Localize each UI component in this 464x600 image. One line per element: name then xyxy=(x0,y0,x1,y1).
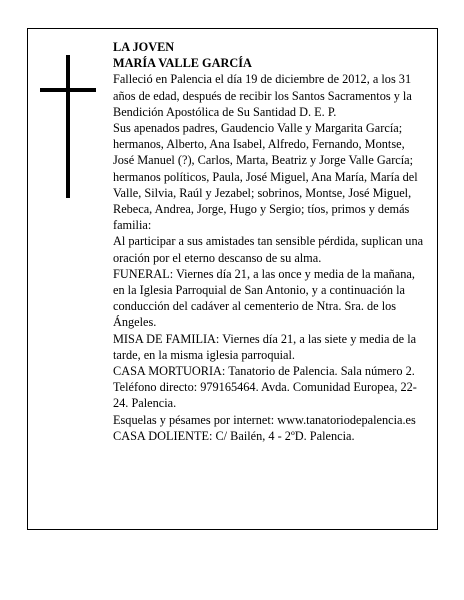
paragraph-mortuary: CASA MORTUORIA: Tanatorio de Palencia. Sala número 2. Teléfono directo: 979165464. Avda. Comunidad Europea, 22-24. Palencia. xyxy=(113,364,417,411)
paragraph-mass: MISA DE FAMILIA: Viernes día 21, a las siete y media de la tarde, en la misma iglesia parroquial. xyxy=(113,331,417,362)
cross-icon xyxy=(66,55,70,198)
paragraph-death: Falleció en Palencia el día 19 de diciembre de 2012, a los 31 años de edad, después de recibir los Santos Sacramentos y la Bendición Apostólica de Su Santidad D. E. P. xyxy=(113,72,412,119)
heading: LA JOVEN xyxy=(113,40,175,54)
paragraph-prayer: Al participar a sus amistades tan sensible pérdida, suplican una oración por el eterno descanso de su alma. xyxy=(113,234,424,265)
paragraph-internet: Esquelas y pésames por internet: www.tanatoriodepalencia.es xyxy=(113,412,416,427)
cross-icon-bar xyxy=(40,88,96,92)
paragraph-home: CASA DOLIENTE: C/ Bailén, 4 - 2ºD. Palencia. xyxy=(113,428,355,443)
paragraph-funeral: FUNERAL: Viernes día 21, a las once y media de la mañana, en la Iglesia Parroquial de San Antonio, y a continuación la conducción del cadáver al cementerio de Ntra. Sra. de los Ángeles. xyxy=(113,266,415,330)
deceased-name: MARÍA VALLE GARCÍA xyxy=(113,56,252,71)
obituary-text xyxy=(113,39,425,444)
paragraph-family: Sus apenados padres, Gaudencio Valle y Margarita García; hermanos, Alberto, Ana Isabel, Alfredo, Fernando, Montse, José Manuel (?), Carlos, Marta, Beatriz y Jorge Valle García; hermanos políticos, Paula, José Miguel, Ana María, María del Valle, Silvia, Raúl y Jezabel; sobrinos, Montse, José Miguel, Rebeca, Andrea, Jorge, Hugo y Sergio; tíos, primos y demás familia: xyxy=(113,121,418,233)
